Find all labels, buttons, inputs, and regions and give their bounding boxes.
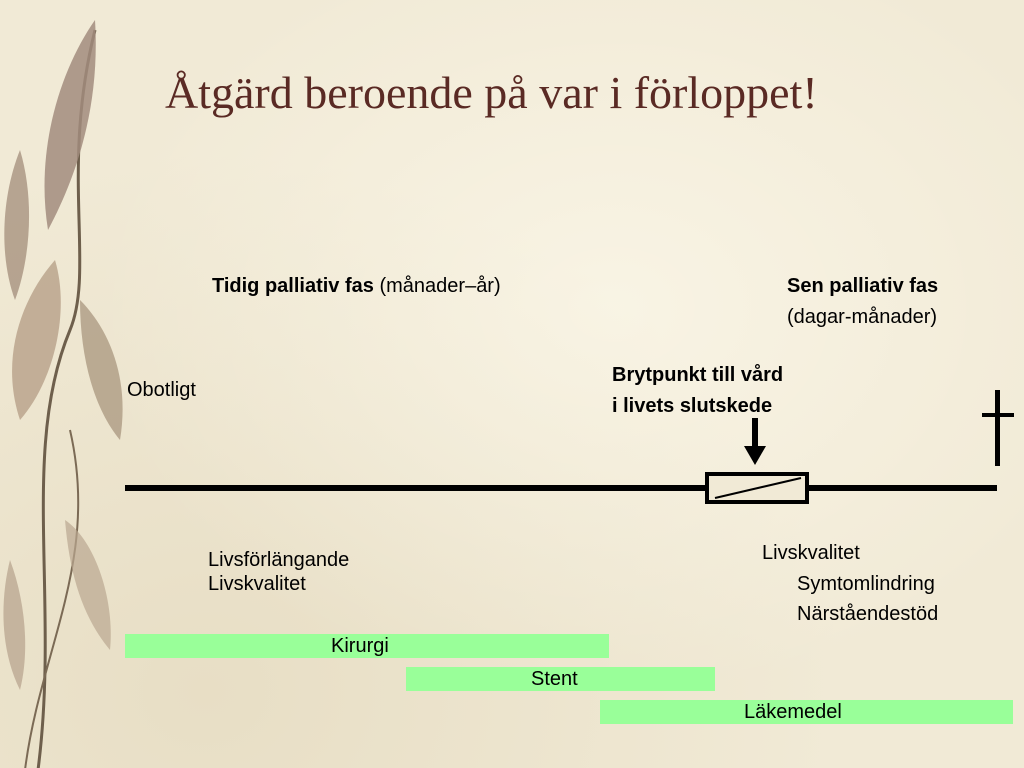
- slide-title: Åtgärd beroende på var i förloppet!: [165, 67, 818, 118]
- early-goal-item: Livskvalitet: [208, 573, 306, 595]
- early-phase-duration: (månader–år): [379, 275, 501, 297]
- late-phase-duration: (dagar-månader): [787, 306, 938, 328]
- early-phase-label: Tidig palliativ fas: [212, 275, 374, 297]
- early-goal-item: Livsförlängande: [208, 549, 350, 571]
- treatment-bar-medication: [600, 700, 1013, 724]
- breakpoint-label-line1: Brytpunkt till vård: [612, 364, 784, 386]
- treatment-label: Läkemedel: [744, 701, 842, 723]
- late-goals-heading: Livskvalitet: [762, 542, 860, 564]
- treatment-bar-surgery: [125, 634, 609, 658]
- cross-icon: [980, 390, 1016, 468]
- early-goals: [208, 548, 349, 596]
- treatment-bar-stent: [406, 667, 715, 691]
- incurable-label: Obotligt: [127, 379, 196, 401]
- timeline-line: [125, 485, 997, 491]
- late-phase-label: Sen palliativ fas: [787, 275, 939, 297]
- treatment-label: Stent: [531, 668, 578, 690]
- late-goal-item: Närståendestöd: [797, 603, 939, 625]
- late-goal-item: Symtomlindring: [797, 573, 935, 595]
- early-phase-heading: [212, 274, 501, 298]
- breakpoint-marker: [705, 472, 809, 504]
- down-arrow-icon: [742, 418, 768, 466]
- breakpoint-label-line2: i livets slutskede: [612, 395, 773, 417]
- treatment-label: Kirurgi: [331, 635, 389, 657]
